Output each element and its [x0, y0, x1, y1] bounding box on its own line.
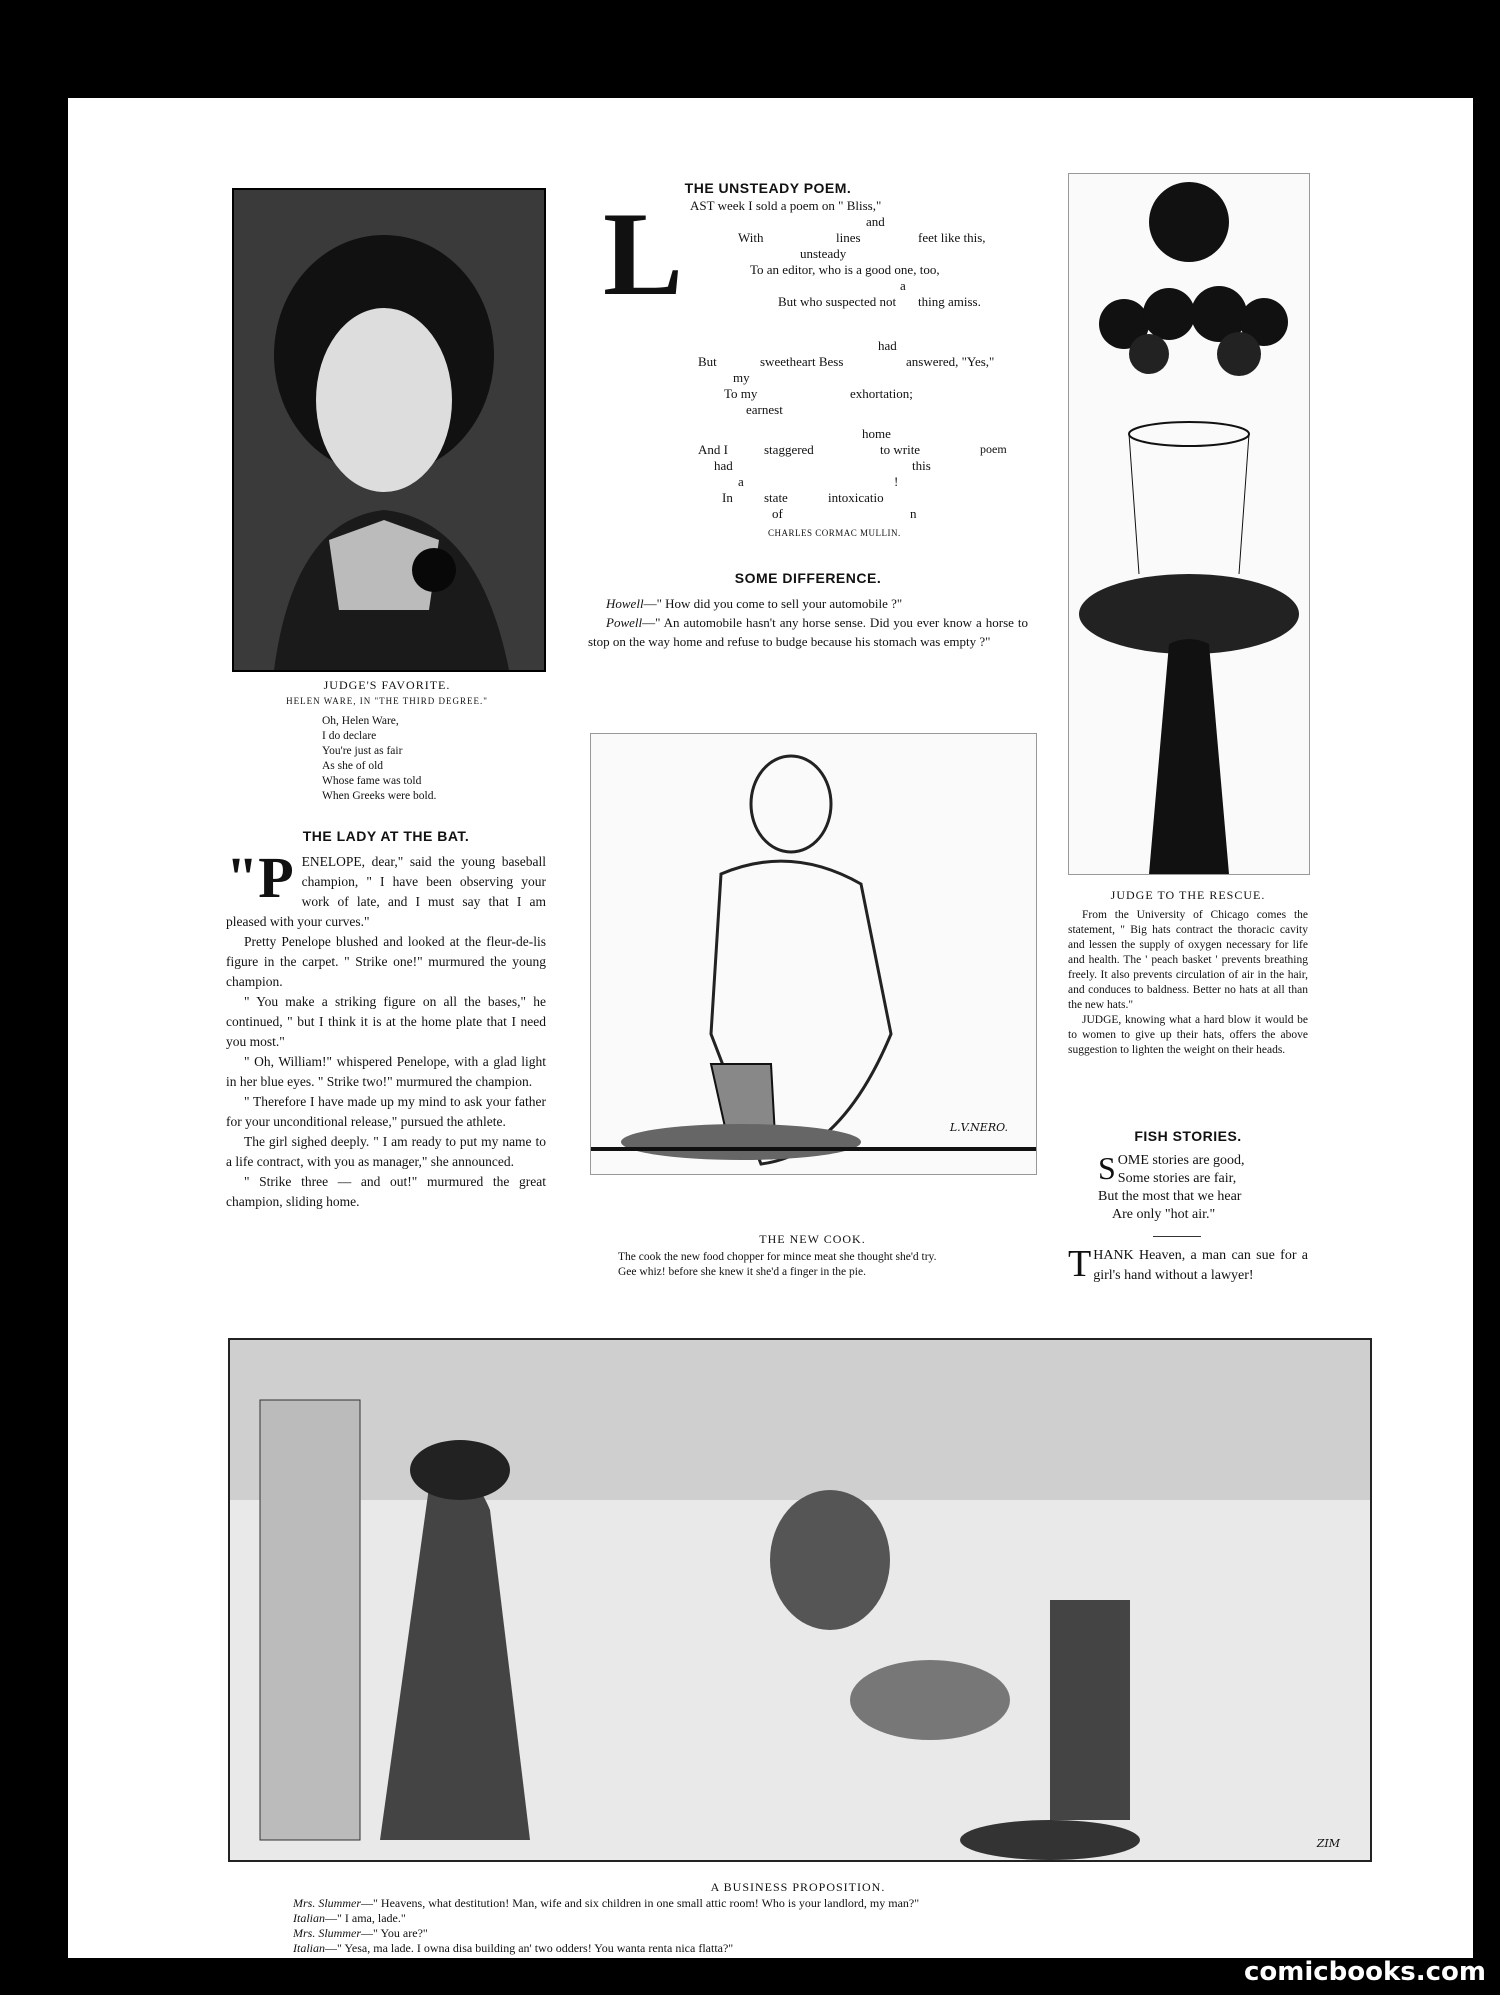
poem-word: this: [912, 458, 931, 473]
judge-name: JUDGE: [1082, 1014, 1119, 1026]
poem-word: earnest: [746, 402, 783, 417]
favorite-verse: [322, 714, 542, 804]
rescue-text: [1068, 908, 1308, 1058]
helen-ware-photo: [232, 188, 546, 672]
poem-word: !: [894, 474, 899, 489]
poem-word: But who suspected not: [778, 294, 897, 309]
verse-line: When Greeks were bold.: [322, 790, 437, 802]
balloon-hat-cartoon: [1068, 173, 1310, 875]
lady-para: " Therefore I have made up my mind to ask your father for your unconditional release," pursued the athlete.: [226, 1094, 546, 1129]
lady-para: The girl sighed deeply. " I am ready to put my name to a life contract, with you as manager," she announced.: [226, 1134, 546, 1169]
thank-joke: [1068, 1243, 1308, 1286]
portrait-illustration: [234, 190, 544, 670]
poem-word: thing amiss.: [918, 294, 981, 309]
speaker-name: Powell: [606, 615, 643, 630]
verse-line: I do declare: [322, 730, 377, 742]
balloon-hat-drawing: [1069, 174, 1309, 874]
cook-signature: L.V.NERO.: [949, 1121, 1008, 1134]
poem-word: and: [866, 214, 885, 229]
poem-dropcap: L: [603, 187, 684, 320]
fish-line: Some stories are fair,: [1117, 1171, 1237, 1186]
verse-line: As she of old: [322, 760, 384, 772]
cook-verse: [618, 1250, 1018, 1280]
lady-para: Pretty Penelope blushed and looked at the fleur-de-lis figure in the carpet. " Strike one!" murmured the young champion.: [226, 934, 546, 989]
verse-line: Whose fame was told: [322, 775, 422, 787]
fish-line: Are only "hot air.": [1112, 1207, 1216, 1222]
poem-word: sweetheart Bess: [760, 354, 844, 369]
watermark: comicbooks.com: [1243, 1957, 1486, 1987]
difference-text: [588, 594, 1028, 651]
difference-question: —" How did you come to sell your automobile ?": [643, 596, 903, 611]
poem-word: to write: [880, 442, 921, 457]
verse-line: You're just as fair: [322, 745, 403, 757]
poem-word: had: [714, 458, 733, 473]
poem-word: feet like this,: [918, 230, 986, 245]
thank-text: HANK Heaven, a man can sue for a girl's hand without a lawyer!: [1093, 1248, 1308, 1283]
fish-dropcap: S: [1098, 1150, 1116, 1186]
poem-word: To my: [724, 386, 758, 401]
fish-line: OME stories are good,: [1117, 1153, 1245, 1168]
poem-word: lines: [836, 230, 861, 245]
business-caption: A BUSINESS PROPOSITION.: [710, 1880, 886, 1894]
cook-drawing: [591, 734, 1036, 1174]
poem-word: staggered: [764, 442, 814, 457]
favorite-subcaption: HELEN WARE, IN "THE THIRD DEGREE.": [286, 696, 488, 706]
poem-word: exhortation;: [850, 386, 913, 401]
poem-word: poem: [980, 442, 1007, 456]
poem-word: AST week I sold a poem on " Bliss,": [690, 198, 882, 213]
cook-line: Gee whiz! before she knew it she'd a finger in the pie.: [618, 1266, 866, 1278]
poem-word: But: [698, 354, 717, 369]
speaker-name: Mrs. Slummer: [293, 1896, 361, 1910]
tenement-drawing: [230, 1340, 1370, 1860]
poem-word: my: [733, 370, 750, 385]
business-cartoon: [228, 1338, 1372, 1862]
rescue-para: JUDGE, knowing what a hard blow it would be to women to give up their hats, offers the above suggestion to lighten the weight on their heads.: [1068, 1014, 1308, 1056]
speaker-name: Italian: [293, 1911, 325, 1925]
lady-story: [226, 845, 546, 1212]
lady-para: " Strike three — and out!" murmured the great champion, sliding home.: [226, 1174, 546, 1209]
poem-word: answered, "Yes,": [906, 354, 995, 369]
poem-word: a: [738, 474, 744, 489]
fish-verse: [1098, 1152, 1318, 1224]
cook-line: The cook the new food chopper for mince meat she thought she'd try.: [618, 1251, 937, 1263]
cook-caption: THE NEW COOK.: [759, 1232, 866, 1246]
business-signature: ZIM: [1316, 1837, 1340, 1850]
difference-answer: —" An automobile hasn't any horse sense. Did you ever know a horse to stop on the way home and refuse to budge because his stomach was empty ?": [588, 615, 1028, 649]
poem-word: intoxicatio: [828, 490, 884, 505]
poem-word: state: [764, 490, 788, 505]
speaker-name: Mrs. Slummer: [293, 1926, 361, 1940]
poem-word: To an editor, who is a good one, too,: [750, 262, 940, 277]
lady-para: " You make a striking figure on all the bases," he continued, " but I think it is at the home plate that I need you most.": [226, 994, 546, 1049]
poem-word: With: [738, 230, 764, 245]
rescue-caption: JUDGE TO THE RESCUE.: [1110, 888, 1266, 902]
fish-title: FISH STORIES.: [1134, 1128, 1242, 1144]
thank-dropcap: T: [1068, 1243, 1092, 1285]
poem-word: a: [900, 278, 906, 293]
poem-title: THE UNSTEADY POEM.: [684, 180, 852, 196]
speaker-name: Italian: [293, 1941, 325, 1955]
rescue-para: From the University of Chicago comes the statement, " Big hats contract the thoracic cavity and lessen the supply of oxygen necessary for life and health. The ' peach basket ' prevents breathing freely. It also prevents circulation of air in the hair, and conduces to baldness. Better no hats at all than the new hats.": [1068, 909, 1308, 1011]
poem-word: n: [910, 506, 917, 521]
unsteady-poem: [588, 198, 1007, 658]
poem-word: In: [722, 490, 733, 505]
lady-dropcap: "P: [226, 845, 294, 910]
favorite-caption: JUDGE'S FAVORITE.: [323, 678, 451, 692]
speaker-name: Howell: [606, 596, 644, 611]
magazine-page: [68, 98, 1473, 1958]
poem-word: home: [862, 426, 891, 441]
poem-word: And I: [698, 442, 728, 457]
divider: [1153, 1236, 1201, 1237]
verse-line: Oh, Helen Ware,: [322, 715, 399, 727]
poem-author: CHARLES CORMAC MULLIN.: [768, 528, 901, 538]
poem-word: of: [772, 506, 783, 521]
lady-first-para: ENELOPE, dear," said the young baseball champion, " I have been observing your work of late, and I must say that I am pleased with your curves.": [226, 854, 546, 929]
business-dialogue: Mrs. Slummer—" Heavens, what destitution! Man, wife and six children in one small attic room! Who is your landlord, my man?" Italian—" I ama, lade." Mrs. Slummer—" You are?" Italian—" Yesa, ma lade. I owna disa building an' two odders! You wanta renta nica flatta?": [293, 1896, 920, 1955]
lady-title: THE LADY AT THE BAT.: [302, 828, 470, 844]
poem-word: had: [878, 338, 897, 353]
new-cook-cartoon: [590, 733, 1037, 1175]
fish-line: But the most that we hear: [1098, 1189, 1242, 1204]
poem-word: unsteady: [800, 246, 847, 261]
difference-title: SOME DIFFERENCE.: [734, 570, 882, 586]
lady-para: " Oh, William!" whispered Penelope, with a glad light in her blue eyes. " Strike two!" murmured the champion.: [226, 1054, 546, 1089]
